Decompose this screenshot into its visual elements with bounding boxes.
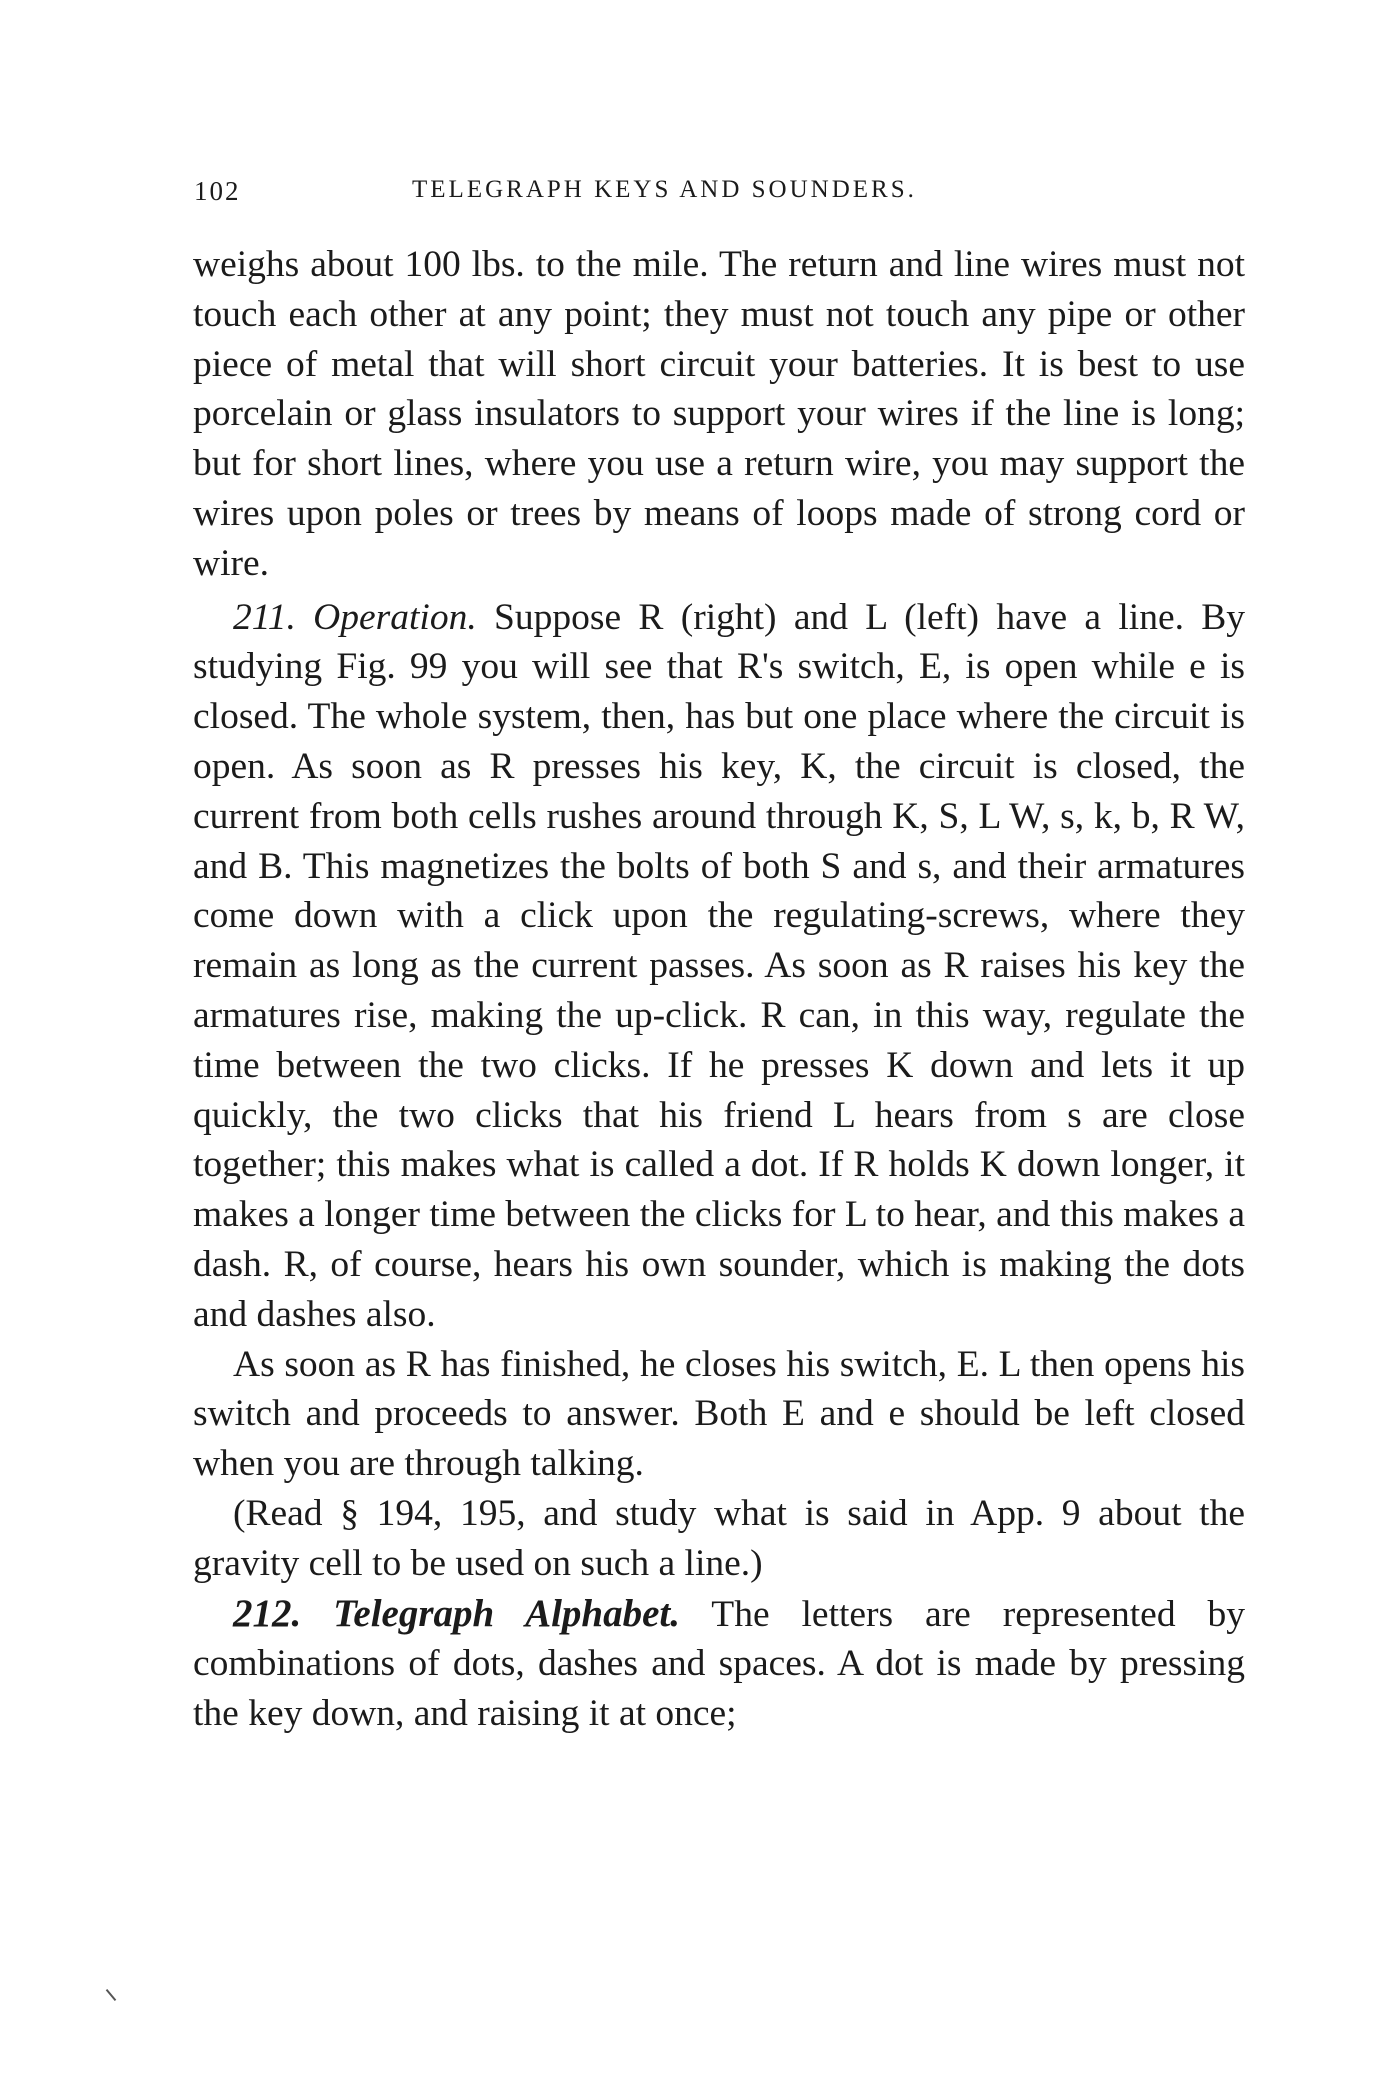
section-number-212: 212. — [233, 1591, 302, 1635]
body-text — [193, 240, 1245, 1739]
page-header — [188, 170, 1248, 210]
paragraph-operation — [193, 593, 1245, 1340]
section-title-telegraph-alphabet: Telegraph Alphabet. — [333, 1591, 681, 1635]
page-number: 102 — [194, 176, 241, 206]
paragraph-return-wires: weighs about 100 lbs. to the mile. The return and line wires must not touch each other at any point; they must not touch any pipe or other piece of metal that will short circuit your batteries. It is best to use porcelain or glass insulators to support your wires if the line is long; but for short lines, where you use a return wire, you may support the wires upon poles or trees by means of loops made of strong cord or wire. — [193, 244, 1245, 584]
page-speck-mark — [106, 1989, 117, 2001]
paragraph-finished: As soon as R has finished, he closes his switch, E. L then opens his switch and proceeds to answer. Both E and e should be left closed when you are through talking. — [193, 1343, 1245, 1485]
section-number-211: 211. — [233, 596, 296, 638]
running-title: TELEGRAPH KEYS AND SOUNDERS. — [412, 176, 917, 203]
paragraph-telegraph-alphabet — [193, 1589, 1245, 1739]
paragraph-read-note: (Read § 194, 195, and study what is said in App. 9 about the gravity cell to be used on such a line.) — [193, 1492, 1245, 1584]
section-title-operation: Operation. — [313, 596, 477, 638]
paragraph-alphabet-body: The letters are represented by combinations of dots, dashes and spaces. A dot is made by pressing the key down, and raising it at once; — [193, 1593, 1245, 1735]
paragraph-operation-body: Suppose R (right) and L (left) have a line. By studying Fig. 99 you will see that R's switch, E, is open while e is closed. The whole system, then, has but one place where the circuit is open. As soon as R presses his key, K, the circuit is closed, the current from both cells rushes around through K, S, L W, s, k, b, R W, and B. This magnetizes the bolts of both S and s, and their armatures come down with a click upon the regulating-screws, where they remain as long as the current passes. As soon as R raises his key the armatures rise, making the up-click. R can, in this way, regulate the time between the two clicks. If he presses K down and lets it up quickly, the two clicks that his friend L hears from s are close together; this makes what is called a dot. If R holds K down longer, it makes a longer time between the clicks for L to hear, and this makes a dash. R, of course, hears his own sounder, which is making the dots and dashes also. — [193, 596, 1246, 1335]
